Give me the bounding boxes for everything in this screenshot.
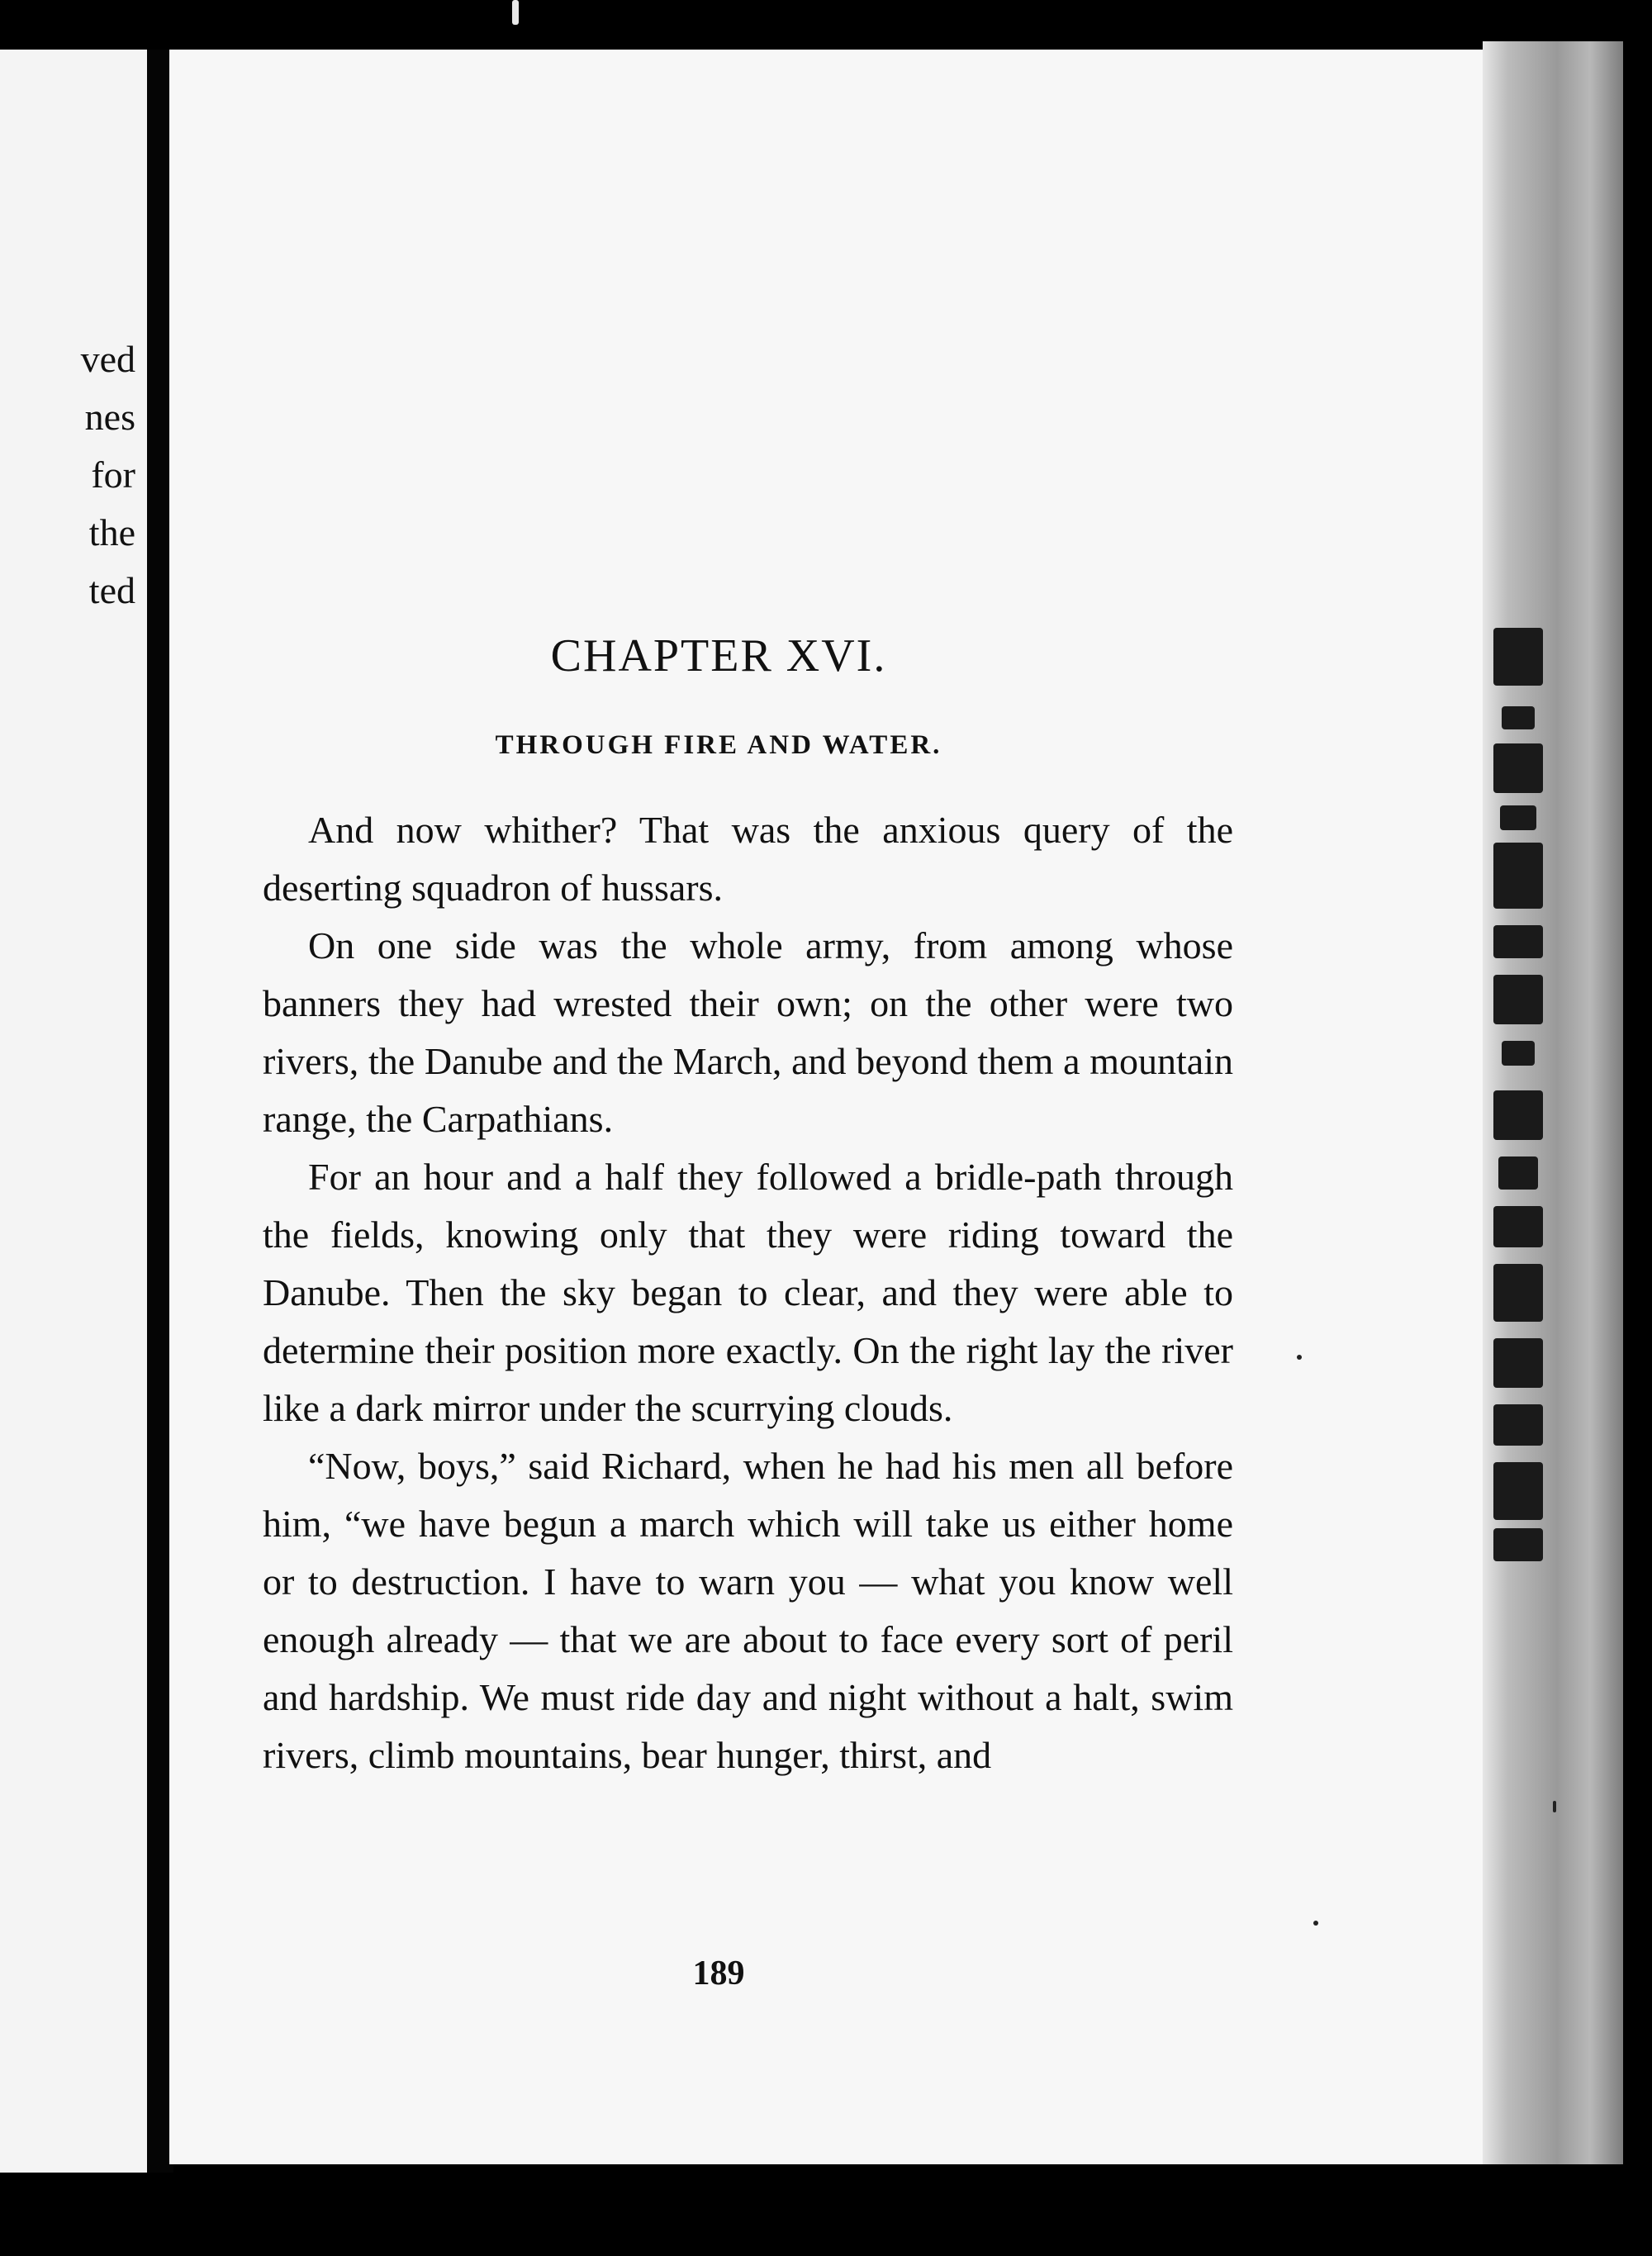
fragment-line: the — [88, 511, 135, 553]
chapter-subtitle: THROUGH FIRE AND WATER. — [495, 730, 942, 760]
facing-page — [0, 50, 155, 2173]
speck — [1553, 1801, 1556, 1812]
scan-mark — [512, 0, 519, 25]
fragment-line: for — [91, 454, 135, 496]
speck — [1297, 1355, 1302, 1360]
fragment-line: nes — [84, 396, 135, 438]
paragraph: And now whither? That was the anxious query of the deserting squadron of hussars. — [263, 809, 1233, 909]
chapter-body — [263, 801, 1233, 1784]
paragraph: On one side was the whole army, from among whose banners they had wrested their own; on the other were two rivers, the Danube and the March, and beyond them a mountain range, the Carpathians. — [263, 924, 1233, 1140]
speck — [1313, 1921, 1318, 1926]
facing-page-text — [81, 330, 135, 620]
fragment-line: ved — [80, 338, 135, 380]
fragment-line: ted — [88, 569, 135, 611]
paragraph: For an hour and a half they followed a bridle-path through the fields, knowing only that they were riding toward the Danube. Then the sky began to clear, and they were able to determine their position more exactly. On the right lay the river like a dark mirror under the scurrying clouds. — [263, 1156, 1233, 1429]
chapter-title: CHAPTER XVI. — [550, 630, 887, 682]
page-number: 189 — [692, 1954, 745, 1992]
paragraph: “Now, boys,” said Richard, when he had his men all before him, “we have begun a march which will take us either home or to destruction. I have to warn you — what you know well enough already — that we are about to face every sort of peril and hardship. We must ride day and night without a halt, swim rivers, climb mountains, bear hunger, thirst, and — [263, 1445, 1233, 1776]
bleed-through-marks — [1493, 628, 1568, 1561]
